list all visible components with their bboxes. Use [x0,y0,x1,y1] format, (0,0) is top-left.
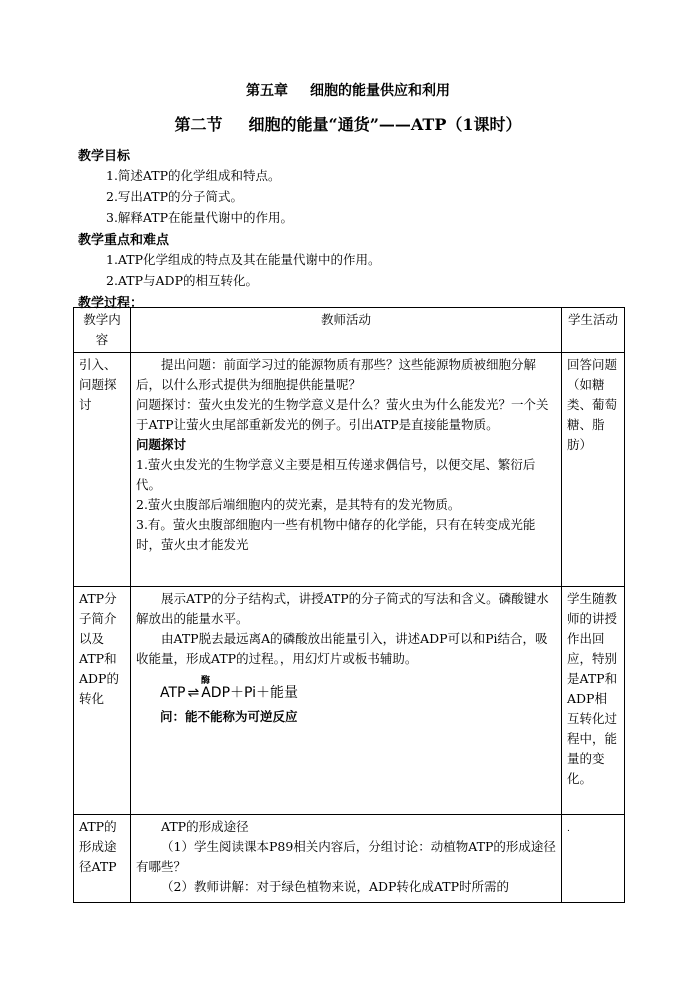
equation-left: ATP [160,685,186,701]
section-name: 细胞的能量“通货”——ATP（1课时） [248,115,522,134]
chapter-number: 第五章 [246,83,288,99]
subheading: 问题探讨 [136,437,187,452]
answer-item: 3.有。萤火虫腹部细胞内一些有机物中储存的化学能，只有在转变成光能时，萤火虫才能发光 [136,517,536,552]
process-heading: 教学过程： [78,296,144,311]
teacher-paragraph: 提出问题：前面学习过的能源物质有那些？这些能源物质被细胞分解后，以什么形式提供为细胞提供能量呢？ [136,357,537,392]
table-row [74,353,625,587]
student-activity: 学生随教师的讲授作出回应，特别是ATP和ADP相互转化过程中，能量的变化。 [562,587,625,815]
enzyme-label: 酶 [201,676,211,686]
row-content-label: ATP的形成途径ATP [74,815,131,903]
key-point-item: 2.ATP与ADP的相互转化。 [106,273,258,288]
teacher-activity [131,815,562,903]
table-header-row [74,308,625,353]
objective-item: 3.解释ATP在能量代谢中的作用。 [106,210,294,225]
row-content-label: 引入、问题探讨 [74,353,131,587]
lesson-table [73,307,625,903]
teacher-paragraph: 展示ATP的分子结构式，讲授ATP的分子简式的写法和含义。磷酸键水解放出的能量水平。 [136,591,549,626]
teacher-paragraph: 由ATP脱去最远离A的磷酸放出能量引入，讲述ADP可以和Pi结合，吸收能量，形成ATP的过程。，用幻灯片或板书辅助。 [136,631,548,666]
atp-adp-equation [160,676,556,703]
chapter-name: 细胞的能量供应和利用 [310,83,450,99]
reversible-arrow-icon: ⇌ [187,685,200,701]
teacher-paragraph: （1）学生阅读课本P89相关内容后，分组讨论：动植物ATP的形成途径有哪些？ [136,839,556,874]
section-title [0,112,696,135]
chapter-title [0,80,696,100]
teacher-activity [131,353,562,587]
section-number: 第二节 [174,115,223,134]
teacher-paragraph: （2）教师讲解：对于绿色植物来说，ADP转化成ATP时所需的 [161,879,510,894]
table-row [74,815,625,903]
student-activity: 回答问题（如糖类、葡萄糖、脂肪） [562,353,625,587]
equation-right: ADP＋Pi＋能量 [201,685,299,701]
header-content: 教学内容 [74,308,131,353]
objective-item: 1.简述ATP的化学组成和特点。 [106,168,281,183]
key-point-item: 1.ATP化学组成的特点及其在能量代谢中的作用。 [106,252,381,267]
answer-item: 1.萤火虫发光的生物学意义主要是相互传递求偶信号，以便交尾、繁衍后代。 [136,457,536,492]
objective-item: 2.写出ATP的分子简式。 [106,189,244,204]
row-content-label: ATP分子简介以及ATP和ADP的转化 [74,587,131,815]
student-activity [562,815,625,903]
teacher-activity [131,587,562,815]
header-teacher: 教师活动 [131,308,562,353]
table-row [74,587,625,815]
header-student: 学生活动 [562,308,625,353]
answer-item: 2.萤火虫腹部后端细胞内的荧光素，是其特有的发光物质。 [136,497,461,512]
key-points-heading: 教学重点和难点 [78,233,170,248]
teacher-paragraph: 问题探讨：萤火虫发光的生物学意义是什么？萤火虫为什么能发光？一个关于ATP让萤火虫尾部重新发光的例子。引出ATP是直接能量物质。 [136,397,549,432]
teacher-paragraph: ATP的形成途径 [161,819,249,834]
reversible-question: 问：能不能称为可逆反应 [160,709,298,724]
objectives-heading: 教学目标 [78,149,131,164]
student-mark: . [567,824,570,834]
